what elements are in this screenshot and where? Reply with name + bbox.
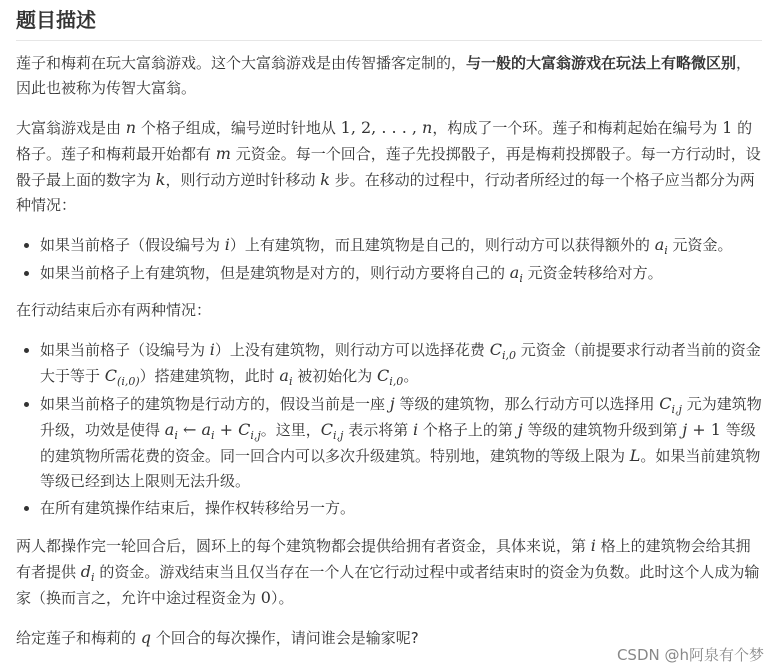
math-var: n bbox=[422, 118, 433, 137]
text: 如果当前格子（设编号为 bbox=[40, 341, 210, 359]
text: ，则行动方逆时针移动 bbox=[165, 171, 321, 189]
math-sub: i bbox=[210, 429, 215, 442]
math-var: L bbox=[629, 446, 641, 465]
math-var: i bbox=[590, 536, 596, 555]
math-var: i bbox=[413, 420, 419, 439]
section-heading: 题目描述 bbox=[16, 8, 96, 32]
math-sub: i,0 bbox=[389, 375, 404, 388]
math-var: k bbox=[155, 170, 166, 189]
text: 个格子组成，编号逆时针地从 bbox=[136, 119, 341, 137]
text: 个格子上的第 bbox=[418, 421, 518, 439]
text: 。如果当前建筑物等级已经到达上限则无法升级。 bbox=[40, 447, 761, 490]
move-cases-list bbox=[16, 232, 762, 286]
math-var: k bbox=[320, 170, 330, 189]
math-var: a bbox=[654, 235, 665, 254]
end-cases-list bbox=[16, 337, 762, 521]
math-sub: i,j bbox=[250, 429, 261, 442]
math-var: j bbox=[682, 420, 688, 439]
text: 等级的建筑物升级到第 bbox=[522, 421, 683, 439]
text: 如果当前格子的建筑物是行动方的，假设当前是一座 bbox=[40, 395, 390, 413]
list-item bbox=[40, 232, 762, 258]
math-sub: i bbox=[519, 272, 523, 285]
text: 表示将第 bbox=[343, 421, 414, 439]
math-sub: i,0 bbox=[501, 349, 516, 362]
text: 元为建筑物升级，功效是使得 bbox=[40, 395, 762, 439]
math-sub: i,j bbox=[671, 403, 682, 416]
math-var: a bbox=[164, 420, 175, 439]
paragraph-intro bbox=[16, 51, 762, 101]
text: 元资金。每一个回合，莲子先投掷骰子，再是梅莉投掷骰子。每一方行动时，设骰子最上面的数字为 bbox=[16, 145, 761, 189]
math-var: C bbox=[238, 420, 251, 439]
math-var: m bbox=[215, 144, 231, 163]
text: 的格子。莲子和梅莉最开始都有 bbox=[16, 119, 753, 163]
math-sub: i bbox=[664, 244, 668, 257]
math-op: + 1 bbox=[687, 420, 721, 439]
math-var: j bbox=[389, 394, 395, 413]
text: ）上没有建筑物，则行动方可以选择花费 bbox=[214, 341, 490, 359]
math-var: a bbox=[509, 263, 520, 282]
text: 如果当前格子上有建筑物，但是建筑物是对方的，则行动方要将自己的 bbox=[40, 264, 510, 282]
text: 元资金转移给对方。 bbox=[522, 264, 663, 282]
math-var: i bbox=[224, 235, 230, 254]
math-num: 0 bbox=[260, 588, 271, 607]
math-var: d bbox=[80, 562, 92, 581]
text: 元资金。 bbox=[667, 236, 733, 254]
math-var: n bbox=[125, 118, 137, 137]
math-op: + bbox=[214, 420, 239, 439]
list-item bbox=[40, 391, 762, 494]
list-item bbox=[40, 260, 762, 286]
paragraph-after-move: 在行动结束后亦有两种情况： bbox=[16, 301, 212, 319]
text: ）上有建筑物，而且建筑物是自己的，则行动方可以获得额外的 bbox=[229, 236, 655, 254]
heading-divider bbox=[16, 40, 762, 41]
math-seq: 1, 2, . . . , bbox=[340, 118, 423, 137]
math-var: a bbox=[279, 366, 289, 385]
list-item bbox=[40, 337, 762, 389]
math-var: q bbox=[140, 628, 152, 647]
bold-text: 与一般的大富翁游戏在玩法上有略微区别 bbox=[466, 54, 737, 72]
math-sub: i bbox=[174, 429, 178, 442]
text: 等级的建筑物所需花费的资金。同一回合内可以多次升级建筑。特别地，建筑物的等级上限为 bbox=[40, 421, 756, 465]
math-var: C bbox=[659, 394, 672, 413]
text: 给定莲子和梅莉的 bbox=[16, 629, 141, 647]
text: 步。在移动的过程中，行动者所经过的每一个格子应当都分为两种情况： bbox=[16, 171, 755, 214]
text: ，因此也被称为传智大富翁。 bbox=[16, 54, 752, 97]
math-sub: i bbox=[91, 571, 95, 584]
csdn-watermark: CSDN @h阿泉有个梦 bbox=[616, 646, 764, 664]
text: 等级的建筑物，那么行动方可以选择用 bbox=[394, 395, 660, 413]
text: 的资金。游戏结束当且仅当存在一个人在它行动过程中或者结束时的资金为负数。此时这个人成为输家（换而言之，允许中途过程资金为 bbox=[16, 563, 760, 607]
text: 两人都操作完一轮回合后，圆环上的每个建筑物都会提供给拥有者资金，具体来说，第 bbox=[16, 537, 591, 555]
math-sub: (i,0) bbox=[117, 375, 140, 388]
math-sub: i bbox=[288, 375, 293, 388]
paragraph-income bbox=[16, 533, 762, 611]
text: 元资金（前提要求行动者当前的资金大于等于 bbox=[40, 341, 761, 385]
math-var: C bbox=[104, 366, 118, 385]
math-var: j bbox=[517, 420, 523, 439]
math-var: i bbox=[209, 340, 215, 359]
list-item bbox=[40, 496, 762, 521]
math-op: ← bbox=[177, 420, 202, 439]
paragraph-rules bbox=[16, 115, 762, 218]
text: 个回合的每次操作，请问谁会是输家呢? bbox=[151, 629, 419, 647]
text: 被初始化为 bbox=[292, 367, 378, 385]
text: 莲子和梅莉在玩大富翁游戏。这个大富翁游戏是由传智播客定制的， bbox=[16, 54, 467, 72]
math-var: C bbox=[377, 366, 390, 385]
text: 格上的建筑物会给其拥有者提供 bbox=[16, 537, 751, 581]
math-var: a bbox=[201, 420, 211, 439]
math-var: C bbox=[320, 420, 334, 439]
text: 如果当前格子（假设编号为 bbox=[40, 236, 225, 254]
text: ，构成了一个环。莲子和梅莉起始在编号为 bbox=[432, 119, 723, 137]
text: 。这里， bbox=[260, 421, 321, 439]
math-sub: i,j bbox=[333, 429, 344, 442]
text: ）搭建建筑物，此时 bbox=[139, 367, 280, 385]
math-num: 1 bbox=[722, 118, 733, 137]
text: 大富翁游戏是由 bbox=[16, 119, 126, 137]
text: 在所有建筑操作结束后，操作权转移给另一方。 bbox=[40, 499, 356, 517]
text: 。 bbox=[403, 367, 419, 385]
math-var: C bbox=[489, 340, 502, 359]
text: ）。 bbox=[270, 589, 294, 607]
